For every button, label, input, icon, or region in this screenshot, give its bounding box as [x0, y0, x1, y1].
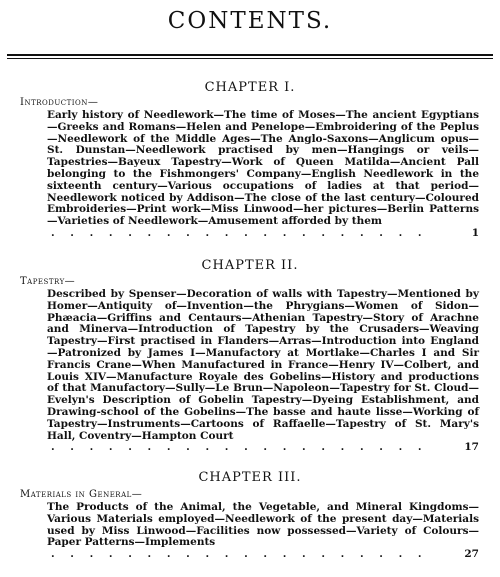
page-number-2: 17	[464, 441, 479, 454]
chapter-page-line-1	[47, 228, 479, 240]
chapter-heading-2: CHAPTER II.	[201, 258, 299, 273]
section-title-3: Materials in General—	[20, 489, 143, 500]
dot-leader-3: . . . . . . . . . . . . . . . . . . . .	[51, 549, 428, 561]
chapter-summary-text-1: Early history of Needlework—The time of Moses—The ancient Egyptians—Greeks and Romans—Helen and Penelope—Embroidering of the Peplus—Needlework of the Middle Ages—The Anglo-Saxons—Anglicum opus—St. Dunstan—Needlework practised by men—Hangings or veils—Tapestries—Bayeux Tapestry—Work of Queen Matilda—Ancient Pall belonging to the Fishmongers' Company—English Needlework in the sixteenth century—Various occupations of ladies at that period—Needlework noticed by Addison—The close of the last century—Coloured Embroideries—Print work—Miss Linwood—her pictures—Berlin Patterns—Varieties of Needlework—Amusement afforded by them	[47, 109, 479, 228]
chapter-page-line-2	[47, 442, 479, 454]
page-title: CONTENTS.	[167, 8, 333, 34]
chapter-summary-2	[47, 289, 479, 454]
section-title-1: Introduction—	[20, 97, 99, 108]
chapter-heading-1: CHAPTER I.	[204, 80, 296, 95]
title-rule-thin	[7, 58, 493, 59]
page-number-1: 1	[471, 226, 479, 239]
chapter-heading-3: CHAPTER III.	[198, 470, 302, 485]
title-rule	[7, 54, 493, 56]
dot-leader-1: . . . . . . . . . . . . . . . . . . . .	[51, 227, 428, 239]
chapter-summary-text-3: The Products of the Animal, the Vegetable, and Mineral Kingdoms—Various Materials employed—Needlework of the present day—Materials used by Miss Linwood—Facilities now possessed—Variety of Colours—Paper Patterns—Implements	[47, 501, 479, 549]
page-number-3: 27	[464, 548, 479, 561]
chapter-summary-3	[47, 502, 479, 561]
section-title-2: Tapestry—	[20, 276, 76, 287]
chapter-summary-text-2: Described by Spenser—Decoration of walls with Tapestry—Mentioned by Homer—Antiquity of—Invention—the Phrygians—Women of Sidon—Phæacia—Griffins and Centaurs—Athenian Tapestry—Story of Arachne and Minerva—Introduction of Tapestry by the Crusaders—Weaving Tapestry—First practised in Flanders—Arras—Introduction into England—Patronized by James I—Manufactory at Mortlake—Charles I and Sir Francis Crane—When Manufactured in France—Henry IV—Colbert, and Louis XIV—Manufacture Royale des Gobelins—History and productions of that Manufactory—Sully—Le Brun—Napoleon—Tapestry for St. Cloud—Evelyn's Description of Gobelin Tapestry—Dyeing Establishment, and Drawing-school of the Gobelins—The basse and haute lisse—Working of Tapestry—Instruments—Cartoons of Raffaelle—Tapestry of St. Mary's Hall, Coventry—Hampton Court	[47, 288, 479, 442]
dot-leader-2: . . . . . . . . . . . . . . . . . . . .	[51, 442, 428, 454]
chapter-page-line-3	[47, 549, 479, 561]
chapter-summary-1	[47, 110, 479, 240]
